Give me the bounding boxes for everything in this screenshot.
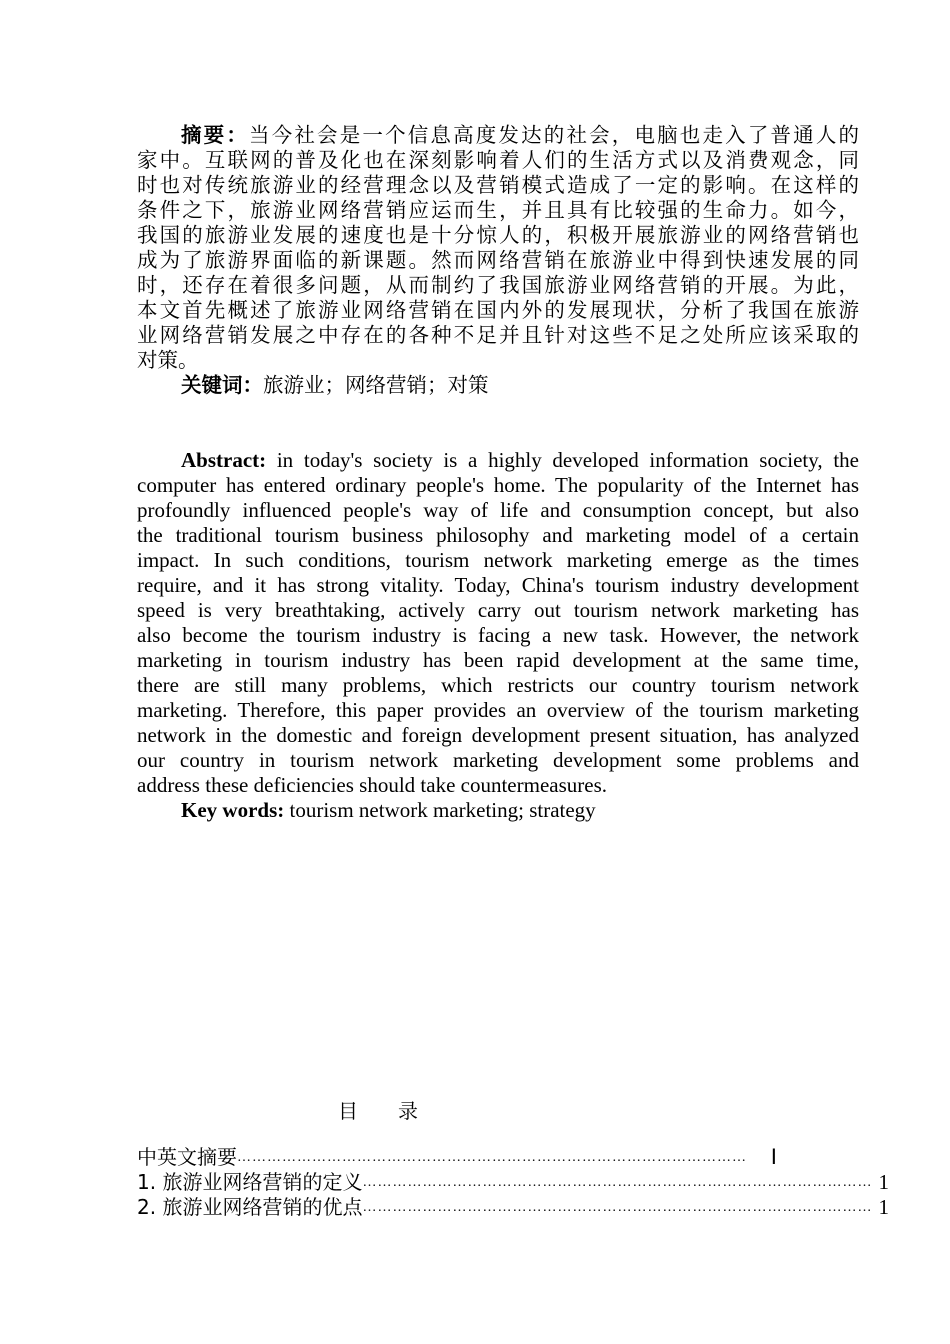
text-line: computer has entered ordinary people's home. The popularity of the Internet has <box>137 473 859 497</box>
abstract-label: 摘要： <box>181 123 250 147</box>
leader-dots: ………………………………………………………………………………………… <box>237 1150 747 1165</box>
abstract-label: Abstract: <box>181 448 267 472</box>
keywords-line <box>137 798 859 823</box>
keywords-line <box>137 373 859 398</box>
keywords-label: Key words: <box>181 798 285 822</box>
leader-dots: ………………………………………………………………………………………… <box>362 1200 873 1215</box>
chinese-abstract <box>137 123 859 398</box>
text-line: impact. In such conditions, tourism network marketing emerge as the times <box>137 548 859 572</box>
text-line: speed is very breathtaking, actively carry out tourism network marketing has <box>137 598 859 622</box>
toc-entry[interactable]: 1. 旅游业网络营销的定义 ………………………………………………………………………………………… 1 <box>137 1170 889 1194</box>
text-line: require, and it has strong vitality. Today, China's tourism industry development <box>137 573 859 597</box>
keywords: tourism network marketing; strategy <box>284 798 596 822</box>
text-line: marketing. Therefore, this paper provides an overview of the tourism marketing <box>137 698 859 722</box>
keywords-label: 关键词： <box>181 373 263 397</box>
toc-title: 目录 <box>338 1099 458 1123</box>
text-line: 家中。互联网的普及化也在深刻影响着人们的生活方式以及消费观念，同 <box>137 148 859 172</box>
text-line: 条件之下，旅游业网络营销应运而生，并且具有比较强的生命力。如今， <box>137 198 859 222</box>
text-line: also become the tourism industry is facing a new task. However, the network <box>137 623 859 647</box>
text-line: there are still many problems, which restricts our country tourism network <box>137 673 859 697</box>
toc-entry[interactable]: 2. 旅游业网络营销的优点 ………………………………………………………………………………………… 1 <box>137 1195 889 1219</box>
text-line: 对策。 <box>137 348 199 372</box>
text-line: 我国的旅游业发展的速度也是十分惊人的，积极开展旅游业的网络营销也 <box>137 223 859 247</box>
text-line: 成为了旅游界面临的新课题。然而网络营销在旅游业中得到快速发展的同 <box>137 248 859 272</box>
text-line: 摘要：当今社会是一个信息高度发达的社会，电脑也走入了普通人的 <box>181 123 860 147</box>
text-line: address these deficiencies should take countermeasures. <box>137 773 607 797</box>
text-line: our country in tourism network marketing development some problems and <box>137 748 859 772</box>
toc-entry[interactable]: 中英文摘要 ………………………………………………………………………………………… Ⅰ <box>137 1145 777 1169</box>
keywords: 旅游业；网络营销；对策 <box>263 373 489 397</box>
text-line: profoundly influenced people's way of life and consumption concept, but also <box>137 498 859 522</box>
english-abstract <box>137 448 859 823</box>
text-line: Abstract: in today's society is a highly developed information society, the <box>181 448 859 472</box>
text-line: 本文首先概述了旅游业网络营销在国内外的发展现状，分析了我国在旅游 <box>137 298 859 322</box>
leader-dots: ………………………………………………………………………………………… <box>362 1175 873 1190</box>
text-line: network in the domestic and foreign development present situation, has analyzed <box>137 723 859 747</box>
text-line: 业网络营销发展之中存在的各种不足并且针对这些不足之处所应该采取的 <box>137 323 859 347</box>
text-line: 时，还存在着很多问题，从而制约了我国旅游业网络营销的开展。为此， <box>137 273 859 297</box>
text-line: marketing in tourism industry has been rapid development at the same time, <box>137 648 859 672</box>
text-line: 时也对传统旅游业的经营理念以及营销模式造成了一定的影响。在这样的 <box>137 173 859 197</box>
text-line: the traditional tourism business philosophy and marketing model of a certain <box>137 523 859 547</box>
